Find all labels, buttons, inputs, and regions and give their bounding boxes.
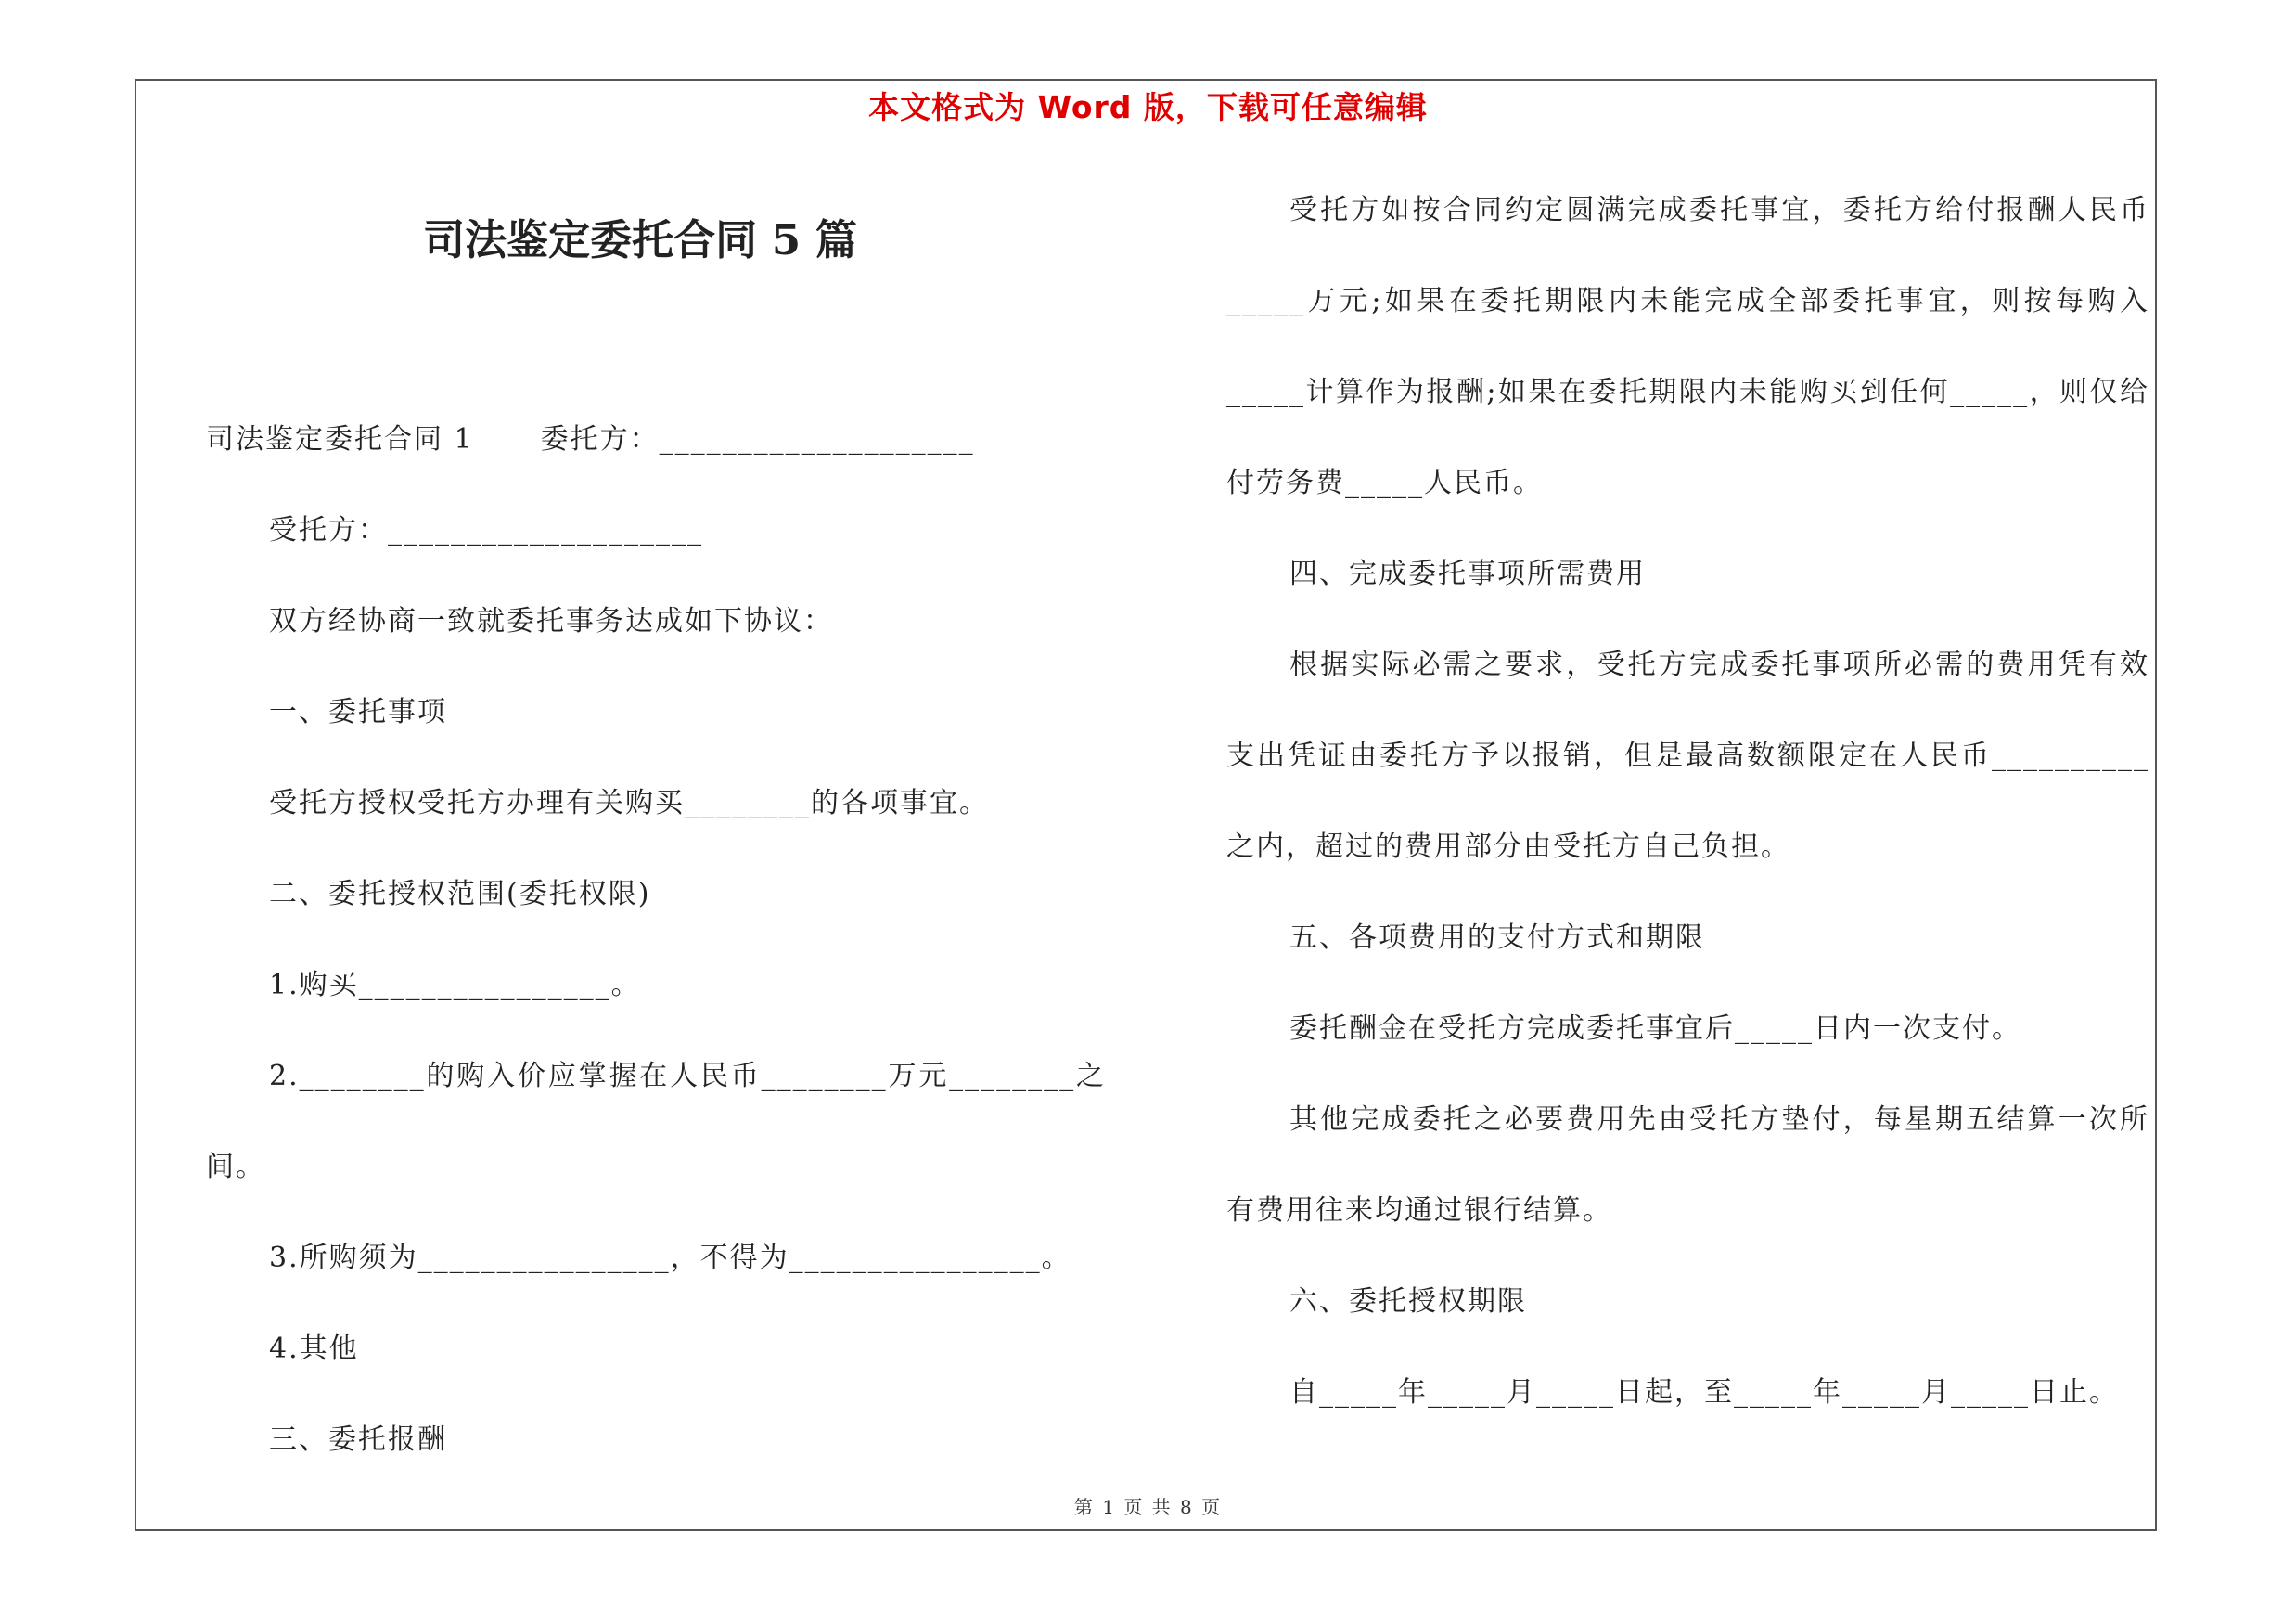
section-heading-3: 三、委托报酬 [269, 1423, 447, 1456]
right-column [1226, 165, 2149, 1438]
trustee-party-field: 受托方：____________________ [269, 514, 703, 547]
advance-payment-text: 其他完成委托之必要费用先由受托方垫付，每星期五结算一次所有费用往来均通过银行结算。 [1226, 1103, 2149, 1227]
agreement-intro: 双方经协商一致就委托事务达成如下协议： [269, 605, 833, 638]
left-column [206, 394, 1106, 1486]
section-heading-1: 一、委托事项 [269, 696, 447, 728]
section-heading-6: 六、委托授权期限 [1289, 1285, 1527, 1318]
scope-item-3: 3.所购须为________________，不得为________________。 [269, 1242, 1071, 1274]
section-1-text: 受托方授权受托方办理有关购买________的各项事宜。 [269, 787, 989, 819]
scope-item-1: 1.购买________________。 [269, 969, 641, 1001]
client-party-field: 委托方：____________________ [540, 423, 975, 456]
contract-1-label: 司法鉴定委托合同 1 [206, 423, 474, 456]
section-heading-2: 二、委托授权范围(委托权限) [269, 878, 651, 910]
page-number-footer: 第 1 页 共 8 页 [1073, 1496, 1223, 1518]
contract-heading-line [206, 394, 1106, 485]
scope-item-2: 2.________的购入价应掌握在人民币________万元________之间。 [206, 1060, 1106, 1183]
payment-text: 委托酬金在受托方完成委托事宜后_____日内一次支付。 [1289, 1012, 2021, 1045]
section-heading-5: 五、各项费用的支付方式和期限 [1289, 921, 1705, 954]
word-format-banner: 本文格式为 Word 版，下载可任意编辑 [868, 89, 1428, 125]
remuneration-text: 受托方如按合同约定圆满完成委托事宜，委托方给付报酬人民币_____万元;如果在委托期限内未能完成全部委托事宜，则按每购入_____计算作为报酬;如果在委托期限内未能购买到任何_____，则仅给付劳务费_____人民币。 [1226, 194, 2149, 499]
document-title: 司法鉴定委托合同 5 篇 [423, 215, 857, 264]
expenses-text: 根据实际必需之要求，受托方完成委托事项所必需的费用凭有效支出凭证由委托方予以报销，但是最高数额限定在人民币__________之内，超过的费用部分由受托方自己负担。 [1226, 649, 2149, 863]
section-heading-4: 四、完成委托事项所需费用 [1289, 558, 1646, 590]
term-period-text: 自_____年_____月_____日起，至_____年_____月_____日止。 [1289, 1376, 2119, 1409]
scope-item-4: 4.其他 [269, 1333, 359, 1365]
